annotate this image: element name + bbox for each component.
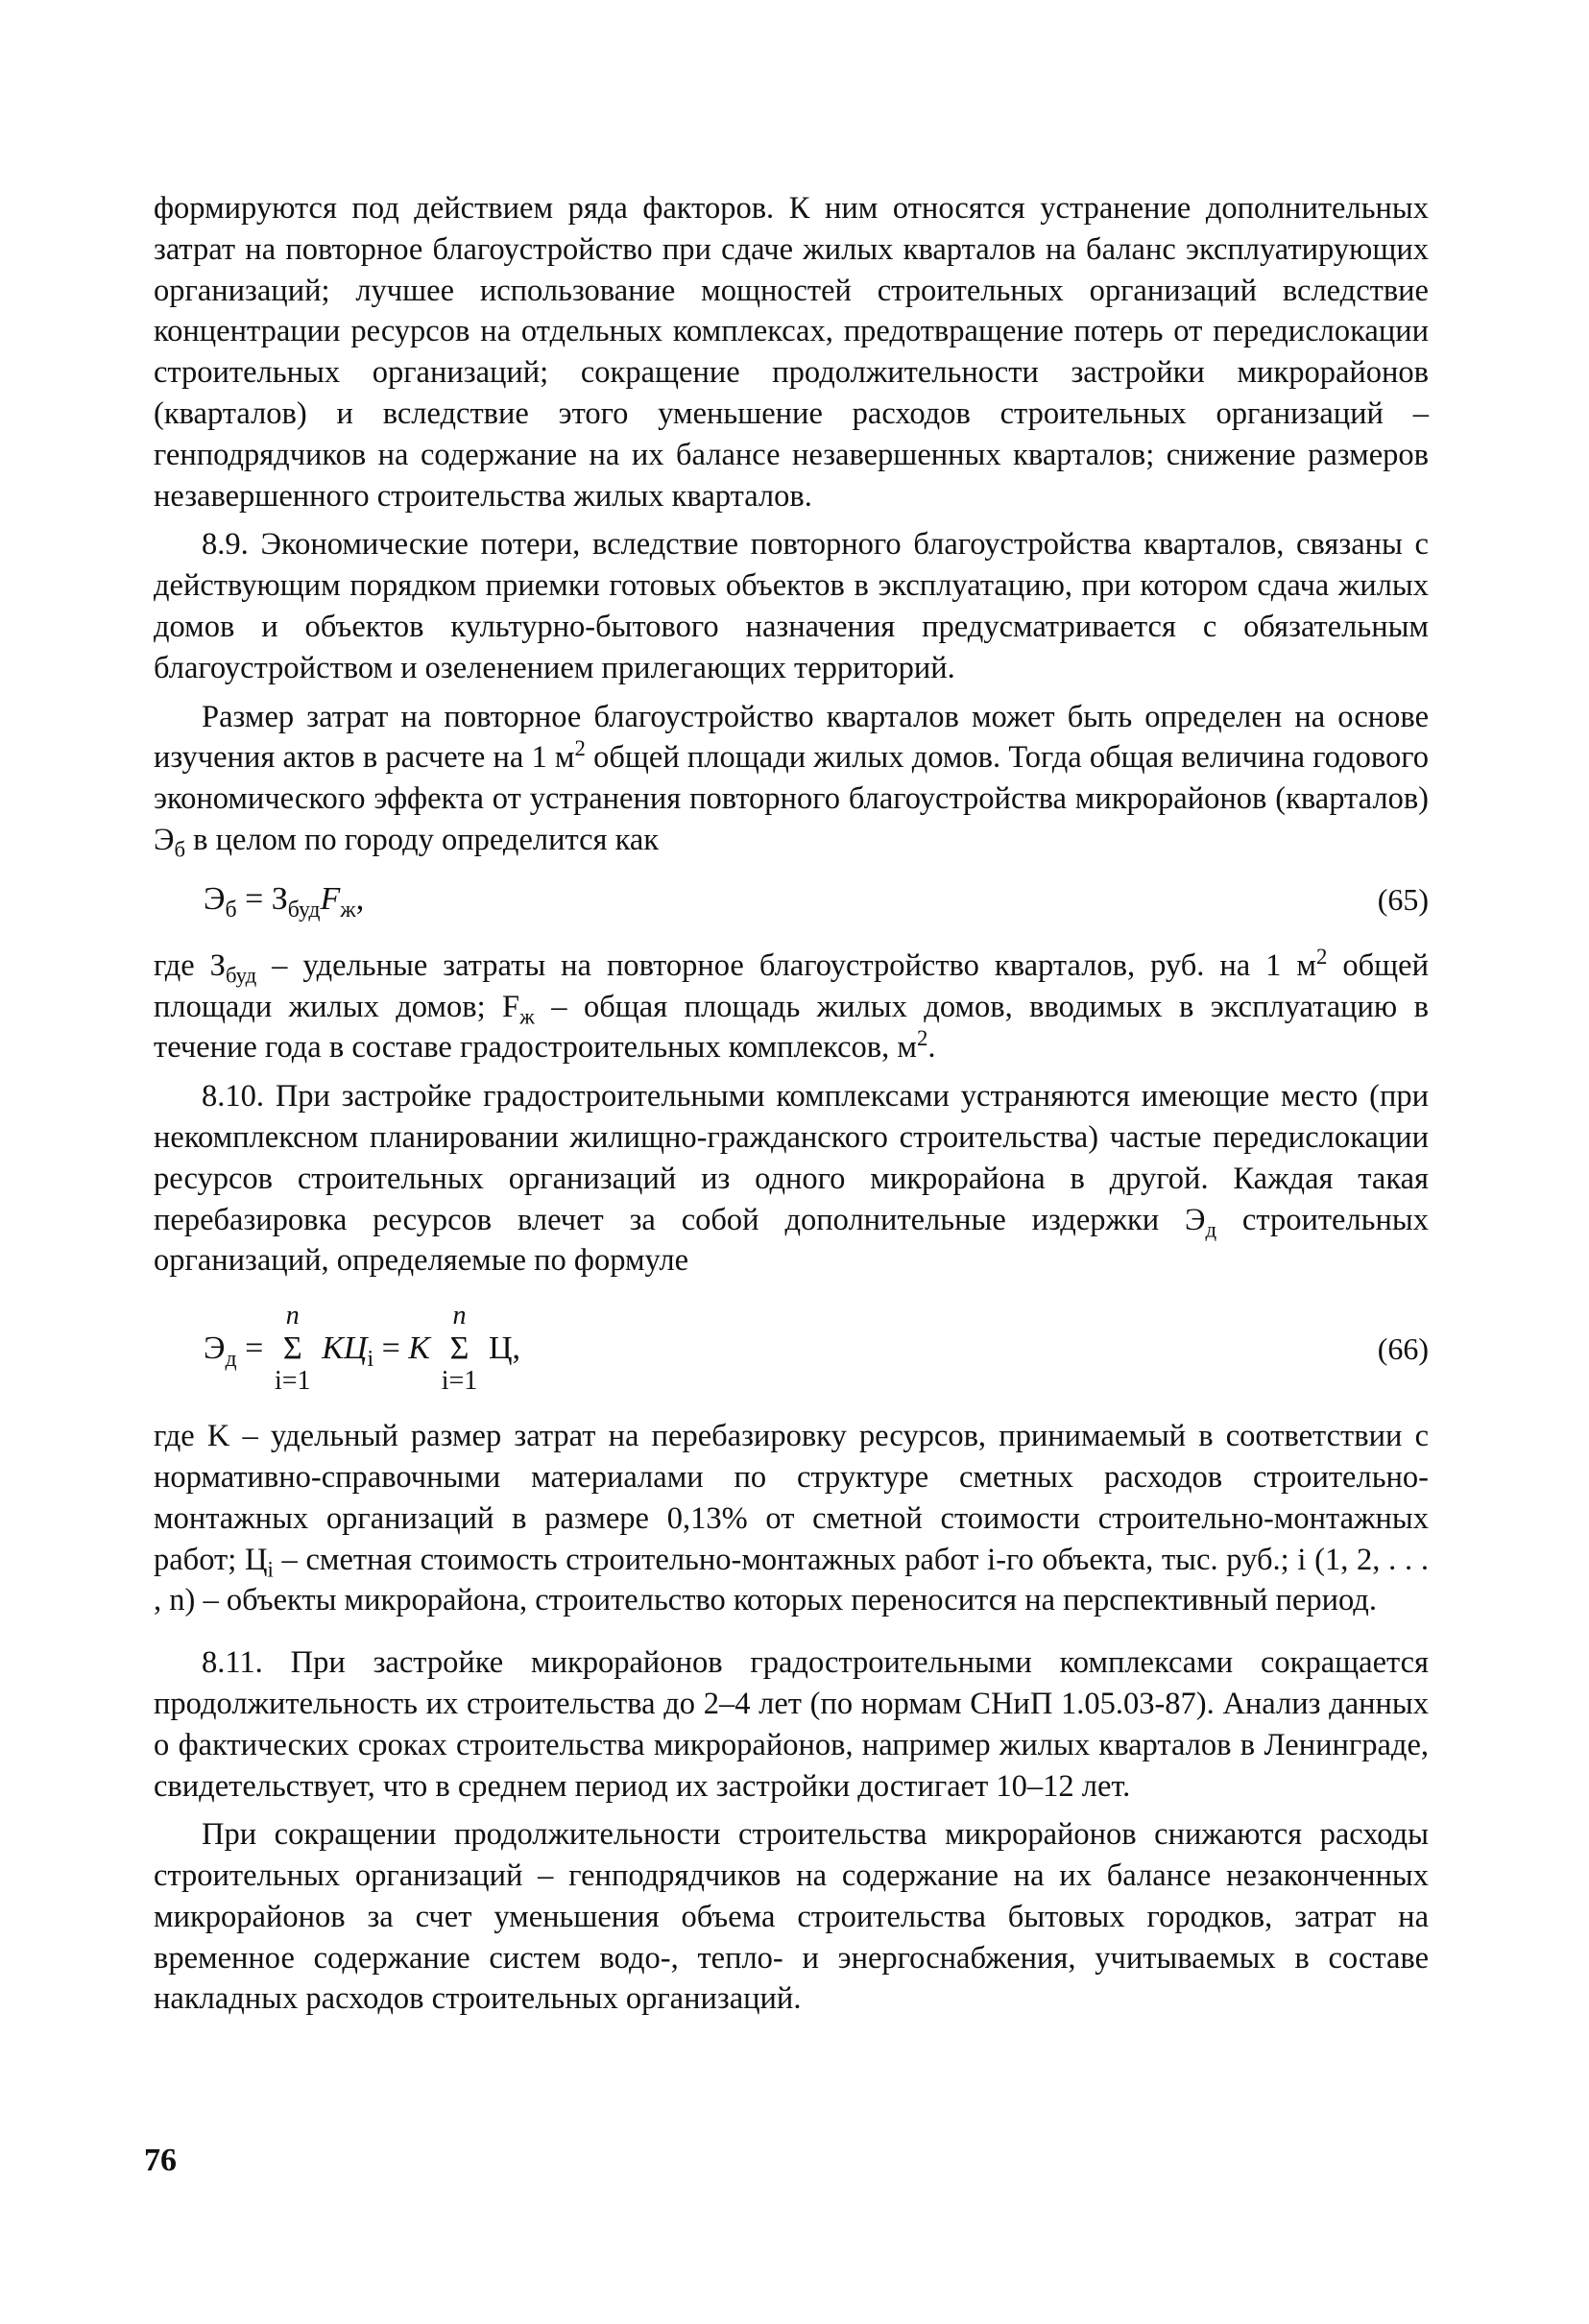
equation-number-66: (66) [1377,1331,1429,1367]
paragraph-where-66: где K – удельный размер затрат на перебазировку ресурсов, принимаемый в соответствии с нормативно-справочными материалами по структуре сметных расходов строительно-монтажных организаций в размере 0,13% от сметной стоимости строительно-монтажных работ; $Ц_i$ – сметная стоимость строительно-монтажных работ i-го объекта, тыс. руб.; i (1, 2, . . . , n) – объекты микрорайона, строительство которых переносится на перспективный период. [154,1419,1429,1618]
paragraph-8-11: 8.11. При застройке микрорайонов градостроительными комплексами сокращается продолжительность их строительства до 2–4 лет (по нормам СНиП 1.05.03-87). Анализ данных о фактических сроках строительства микрорайонов, например жилых кварталов в Ленинграде, свидетельствует, что в среднем период их застройки достигает 10–12 лет. [154,1645,1429,1804]
body-text [154,188,1429,2020]
paragraph-8-9: 8.9. Экономические потери, вследствие повторного благоустройства кварталов, связаны с действующим порядком приемки готовых объектов в эксплуатацию, при котором сдача жилых домов и объектов культурно-бытового назначения предусматривается с обязательным благоустройством и озеленением прилегающих территорий. [154,527,1429,685]
sum-operator: n Σ i=1 [441,1301,478,1397]
paragraph-where-65: где $З_{буд}$ – удельные затраты на повторное благоустройство кварталов, руб. на 1 $м^2$ общей площади жилых домов; $F_ж$ – общая площадь жилых домов, вводимых в эксплуатацию в течение года в составе градостроительных комплексов, $м^2$. [154,944,1429,1066]
paragraph-continuation: формируются под действием ряда факторов. К ним относятся устранение дополнительных затрат на повторное благоустройство при сдаче жилых кварталов на баланс эксплуатирующих организаций; лучшее использование мощностей строительных организаций вследствие концентрации ресурсов на отдельных комплексах, предотвращение потерь от передислокации строительных организаций; сокращение продолжительности застройки микрорайонов (кварталов) и вследствие этого уменьшение расходов строительных организаций – генподрядчиков на содержание на их балансе незавершенных кварталов; снижение размеров незавершенного строительства жилых кварталов. [154,191,1429,514]
paragraph-8-10: 8.10. При застройке градостроительными комплексами устраняются имеющие место (при некомплексном планировании жилищно-гражданского строительства) частые передислокации ресурсов строительных организаций из одного микрорайона в другой. Каждая такая перебазировка ресурсов влечет за собой дополнительные издержки $Э_д$ строительных организаций, определяемые по формуле [154,1079,1429,1279]
formula-66-expression: $Э_д$ = n Σ i=1 $KЦ_i = K$ n Σ i=1 Ц, [204,1301,521,1397]
equation-number-65: (65) [1377,881,1429,917]
sum-operator: n Σ i=1 [274,1301,311,1397]
formula-65 [154,861,1429,946]
formula-66 [154,1282,1429,1416]
paragraph-repeat-improvement: Размер затрат на повторное благоустройство кварталов может быть определен на основе изучения актов в расчете на 1 $м^2$ общей площади жилых домов. Тогда общая величина годового экономического эффекта от устранения повторного благоустройства микрорайонов (кварталов) $Э_б$ в целом по городу определится как [154,699,1429,862]
formula-65-expression: $Э_б = З_{буд}F_ж$, [204,880,365,922]
paragraph-reduction: При сокращении продолжительности строительства микрорайонов снижаются расходы строительных организаций – генподрядчиков на содержание на их балансе незаконченных микрорайонов за счет уменьшения объема строительства бытовых городков, затрат на временное содержание систем водо-, тепло- и энергоснабжения, учитываемых в составе накладных расходов строительных организаций. [154,1817,1429,2017]
page-number: 76 [144,2143,177,2178]
